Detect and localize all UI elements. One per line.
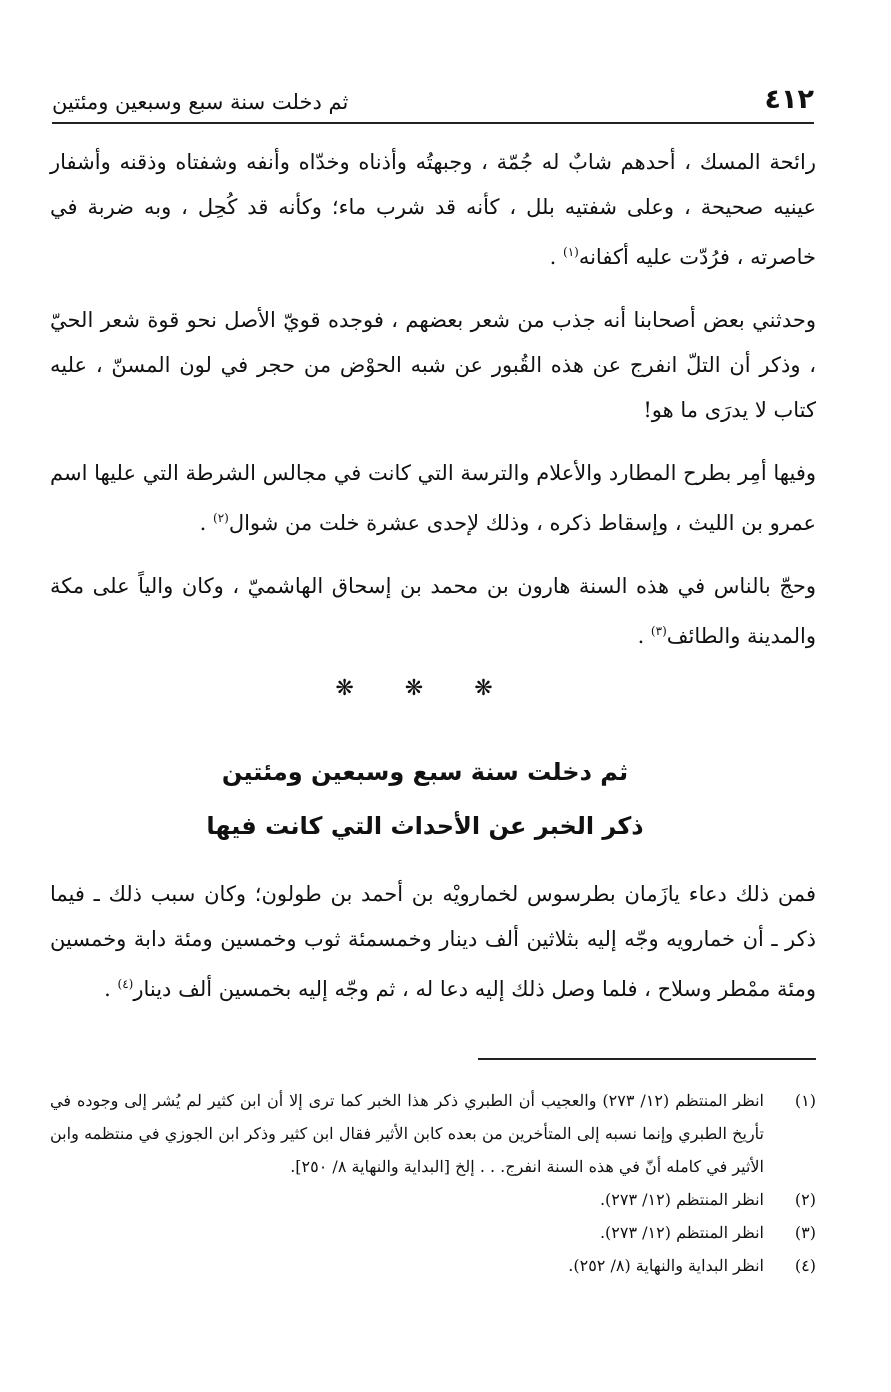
footnote-text: انظر المنتظم (١٢/ ٢٧٣) والعجيب أن الطبري ذكر هذا الخبر كما ترى إلا أن ابن كثير لم يُشر إلى وجوده في تأريخ الطبري وإنما نسبه إلى المتأخرين من بعده كابن الأثير فقال ابن كثير وذكر ابن الجوزي في منتظمه وابن الأثير في كامله أنّ في هذه السنة انفرج. . . إلخ [البداية والنهاية ٨/ ٢٥٠]. [50, 1091, 765, 1176]
chapter-subheading: ذكر الخبر عن الأحداث التي كانت فيها [206, 812, 644, 840]
footnote-3 [50, 1216, 816, 1249]
running-title: ثم دخلت سنة سبع وسبعين ومئتين [52, 90, 349, 114]
paragraph-4: وحجّ بالناس في هذه السنة هارون بن محمد بن إسحاق الهاشميّ ، وكان والياً على مكة والمدينة والطائف$^{(٣)}$ . [50, 574, 816, 648]
footnote-4 [50, 1249, 816, 1282]
footnote-2 [50, 1183, 816, 1216]
page-header [52, 82, 814, 124]
footnote-number: (٢) [794, 1190, 816, 1209]
footnote-number: (٣) [794, 1223, 816, 1242]
body-text-top [50, 140, 816, 677]
footnote-ref-4: (٤) [117, 977, 134, 991]
footnote-ref-3: (٣) [650, 624, 667, 638]
chapter-heading: ثم دخلت سنة سبع وسبعين ومئتين [221, 758, 629, 786]
footnotes [50, 1084, 816, 1282]
footnote-ref-2: (٢) [213, 511, 229, 525]
footnote-ref-1: (١) [563, 245, 579, 259]
footnote-text: انظر المنتظم (١٢/ ٢٧٣). [599, 1190, 764, 1209]
footnote-1 [50, 1084, 816, 1183]
footnote-text: انظر البداية والنهاية (٨/ ٢٥٢). [568, 1256, 764, 1275]
footnote-divider [478, 1058, 816, 1060]
footnote-number: (٤) [794, 1256, 816, 1275]
footnote-number: (١) [794, 1091, 816, 1110]
footnote-text: انظر المنتظم (١٢/ ٢٧٣). [599, 1223, 764, 1242]
paragraph-2: وحدثني بعض أصحابنا أنه جذب من شعر بعضهم ، فوجده قويّ الأصل نحو قوة شعر الحيّ ، وذكر أن التلّ انفرج عن هذه القُبور عن شبه الحوْض من حجر في لون المسنّ ، عليه كتاب لا يدرَى ما هو! [50, 308, 816, 422]
body-text-main [50, 872, 816, 1030]
paragraph-main: فمن ذلك دعاء يازَمان بطرسوس لخمارويْه بن أحمد بن طولون؛ وكان سبب ذلك ـ فيما ذكر ـ أن خمارويه وجّه إليه بثلاثين ألف دينار وخمسمئة ثوب وخمسين ومئة دابة وخمسين ومئة ممْطر وسلاح ، فلما وصل ذلك إليه دعا له ، ثم وجّه إليه بخمسين ألف دينار$^{(٤)}$ . [50, 882, 816, 1001]
paragraph-1: رائحة المسك ، أحدهم شابٌ له جُمّة ، وجبهتُه وأذناه وخدّاه وأنفه وشفتاه وذقنه وأشفار عينيه صحيحة ، وعلى شفتيه بلل ، كأنه قد شرب ماء؛ وكأنه قد كُحِل ، وبه ضربة في خاصرته ، فرُدّت عليه أكفانه$^{(١)}$ . [50, 150, 816, 269]
paragraph-3: وفيها أمِر بطرح المطارد والأعلام والترسة التي كانت في مجالس الشرطة التي عليها اسم عمرو بن الليث ، وإسقاط ذكره ، وذلك لإحدى عشرة خلت من شوال$^{(٢)}$ . [50, 461, 816, 535]
page-number: ٤١٢ [764, 84, 814, 115]
section-separator: ❋ ❋ ❋ [335, 676, 515, 701]
